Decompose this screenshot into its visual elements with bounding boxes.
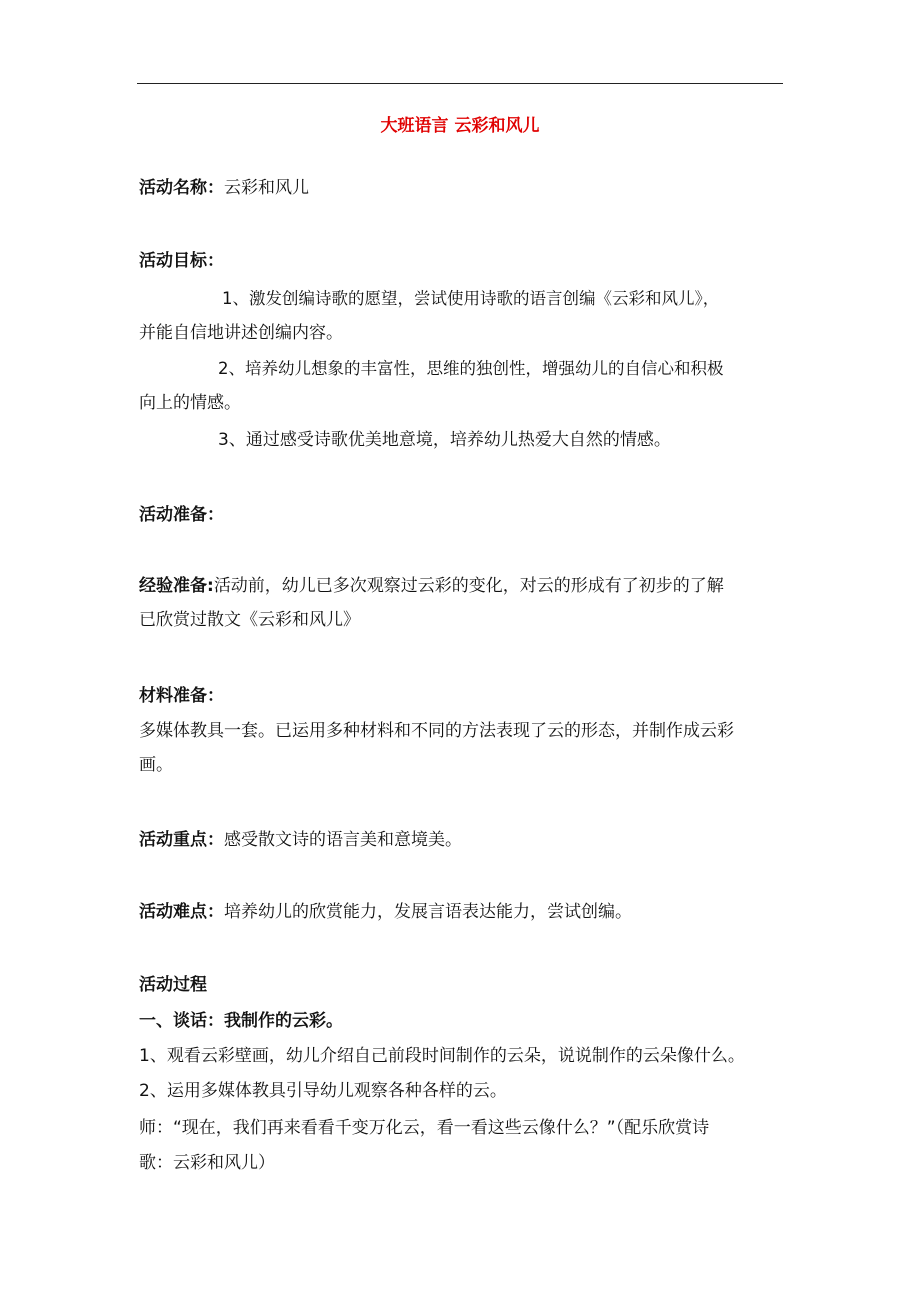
key-point-value: 感受散文诗的语言美和意境美。 bbox=[224, 830, 462, 850]
teacher-quote-line2: 歌：云彩和风儿） bbox=[139, 1153, 275, 1173]
difficulty-label: 活动难点： bbox=[139, 902, 224, 922]
process-step-2: 2、运用多媒体教具引导幼儿观察各种各样的云。 bbox=[139, 1081, 507, 1101]
goal-2-line2: 向上的情感。 bbox=[139, 393, 241, 413]
goal-3-line1: 3、通过感受诗歌优美地意境，培养幼儿热爱大自然的情感。 bbox=[218, 430, 671, 450]
experience-label: 经验准备: bbox=[139, 576, 214, 596]
goal-1-line2: 并能自信地讲述创编内容。 bbox=[139, 323, 343, 343]
experience-line1 bbox=[139, 573, 789, 599]
experience-line2: 已欣赏过散文《云彩和风儿》 bbox=[139, 610, 360, 630]
document-title: 大班语言 云彩和风儿 bbox=[380, 116, 540, 136]
key-point-line bbox=[139, 827, 789, 853]
activity-name-value: 云彩和风儿 bbox=[224, 178, 309, 198]
materials-line2: 画。 bbox=[139, 755, 173, 775]
key-point-label: 活动重点： bbox=[139, 830, 224, 850]
materials-line1: 多媒体教具一套。已运用多种材料和不同的方法表现了云的形态，并制作成云彩 bbox=[139, 721, 734, 741]
header-rule bbox=[137, 83, 783, 84]
materials-label: 材料准备： bbox=[139, 686, 224, 706]
preparation-label: 活动准备： bbox=[139, 505, 224, 525]
process-section-1: 一、谈话：我制作的云彩。 bbox=[139, 1011, 343, 1031]
goal-1-line1: 1、激发创编诗歌的愿望，尝试使用诗歌的语言创编《云彩和风儿》， bbox=[222, 289, 720, 308]
goals-label: 活动目标： bbox=[139, 251, 224, 271]
process-label: 活动过程 bbox=[139, 975, 207, 995]
experience-text: 活动前，幼儿已多次观察过云彩的变化，对云的形成有了初步的了解 bbox=[213, 576, 724, 596]
process-step-1: 1、观看云彩壁画，幼儿介绍自己前段时间制作的云朵，说说制作的云朵像什么。 bbox=[139, 1046, 745, 1066]
difficulty-line bbox=[139, 899, 789, 925]
activity-name-line bbox=[139, 175, 789, 201]
teacher-quote-line1: 师：“现在，我们再来看看千变万化云，看一看这些云像什么？”（配乐欣赏诗 bbox=[139, 1118, 710, 1138]
difficulty-value: 培养幼儿的欣赏能力，发展言语表达能力，尝试创编。 bbox=[224, 902, 632, 922]
goal-2-line1: 2、培养幼儿想象的丰富性，思维的独创性，增强幼儿的自信心和积极 bbox=[218, 359, 724, 378]
activity-name-label: 活动名称： bbox=[139, 178, 224, 198]
